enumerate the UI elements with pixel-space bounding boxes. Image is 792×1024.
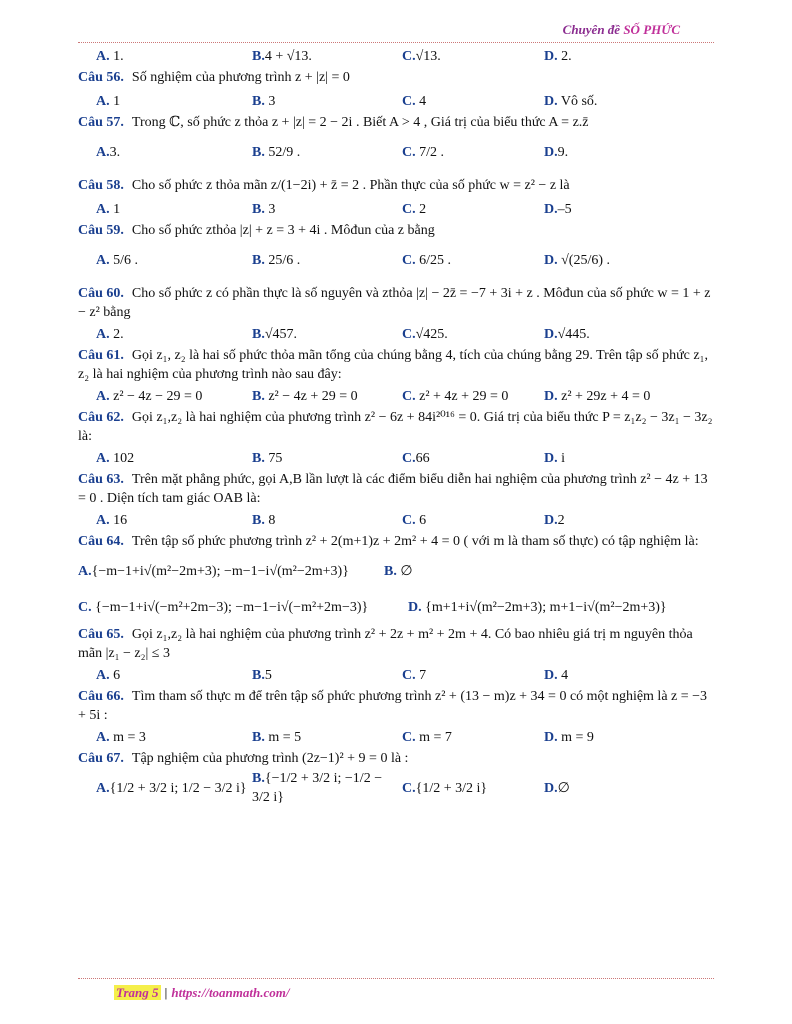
answer-a: A. 1: [96, 201, 121, 217]
question-57: [78, 113, 714, 134]
answer-letter: D.: [544, 388, 558, 404]
answer-letter: C.: [402, 667, 416, 683]
q55-answers: [78, 44, 714, 68]
answer-letter: A.: [96, 48, 110, 64]
answer-letter: A.: [96, 729, 110, 745]
answer-a: A. 5/6 .: [96, 252, 139, 268]
question-list: [78, 44, 714, 806]
header-topic: SỐ PHỨC: [623, 22, 680, 37]
answer-letter: A.: [96, 388, 110, 404]
answer-letter: C.: [402, 144, 416, 160]
answer-c: C. 7: [402, 667, 427, 683]
answer-d: D. i: [544, 450, 566, 466]
question-59: [78, 221, 714, 242]
question-number: Câu 67.: [78, 751, 124, 766]
answer-c: C. z² + 4z + 29 = 0: [402, 388, 509, 404]
q63-answers: [78, 508, 714, 532]
answer-letter: D.: [544, 780, 558, 796]
answer-letter: B.: [252, 450, 265, 466]
answer-c: C. {−m−1+i√(−m²+2m−3); −m−1−i√(−m²+2m−3)}: [78, 599, 369, 615]
answer-letter: C.: [402, 252, 416, 268]
answer-letter: A.: [96, 93, 110, 109]
q60-answers: [78, 322, 714, 346]
answer-letter: B.: [252, 667, 265, 683]
answer-letter: A.: [96, 144, 110, 160]
q58-answers: [78, 197, 714, 221]
question-66: [78, 687, 714, 725]
answer-d: D. z² + 29z + 4 = 0: [544, 388, 651, 404]
answer-letter: B.: [252, 326, 265, 342]
answer-b: B. 3: [252, 93, 276, 109]
question-63: [78, 470, 714, 508]
header-divider: [78, 42, 714, 43]
answer-b: B. 75: [252, 450, 283, 466]
answer-letter: D.: [544, 93, 558, 109]
answer-d: D. √(25/6) .: [544, 252, 611, 268]
answer-letter: D.: [544, 512, 558, 528]
answer-letter: B.: [252, 48, 265, 64]
question-text: Cho số phức z có phần thực là số nguyên và zthỏa |z| − 2z̄ = −7 + 3i + z . Môđun của số phức w = 1 + z − z² bằng: [78, 286, 711, 320]
answer-d: D. m = 9: [544, 729, 594, 745]
answer-d: D.√445.: [544, 326, 590, 342]
answer-b: B.{−1/2 + 3/2 i; −1/2 − 3/2 i}: [252, 771, 383, 805]
answer-d: D. Vô số.: [544, 93, 598, 109]
answer-letter: C.: [402, 729, 416, 745]
answer-d: D. 2.: [544, 48, 572, 64]
question-61: [78, 346, 714, 384]
answer-letter: A.: [96, 450, 110, 466]
answer-letter: B.: [384, 563, 397, 579]
answer-a: A. z² − 4z − 29 = 0: [96, 388, 203, 404]
answer-letter: D.: [544, 326, 558, 342]
answer-letter: D.: [544, 201, 558, 217]
answer-b: B. 25/6 .: [252, 252, 301, 268]
answer-letter: B.: [252, 771, 265, 786]
question-text: Cho số phức z thỏa mãn z/(1−2i) + z̄ = 2 . Phần thực của số phức w = z² − z là: [131, 178, 570, 193]
answer-c: C.{1/2 + 3/2 i}: [402, 780, 488, 796]
answer-b: B. 8: [252, 512, 276, 528]
answer-a: A. 16: [96, 512, 128, 528]
question-text: Tập nghiệm của phương trình (2z−1)² + 9 = 0 là :: [131, 751, 409, 766]
answer-letter: B.: [252, 144, 265, 160]
answer-b: B.√457.: [252, 326, 298, 342]
q65-answers: [78, 663, 714, 687]
question-text: Trên mặt phẳng phức, gọi A,B lần lượt là các điểm biểu diễn hai nghiệm của phương trình z² − 4z + 13 = 0 . Diện tích tam giác OAB là:: [78, 472, 708, 506]
question-number: Câu 65.: [78, 627, 124, 642]
question-65: [78, 625, 714, 663]
answer-c: C. m = 7: [402, 729, 452, 745]
answer-letter: C.: [402, 93, 416, 109]
answer-c: C. 6: [402, 512, 427, 528]
answer-d: D. {m+1+i√(m²−2m+3); m+1−i√(m²−2m+3)}: [408, 599, 667, 615]
answer-a: A. 102: [96, 450, 135, 466]
answer-b: B. z² − 4z + 29 = 0: [252, 388, 358, 404]
question-64: [78, 532, 714, 553]
answer-letter: C.: [402, 326, 416, 342]
question-text: Gọi z₁,z₂ là hai nghiệm của phương trình z² − 6z + 84i²⁰¹⁶ = 0. Giá trị của biểu thức P = z₁z₂ − 3z₁ − 3z₂ là:: [78, 410, 713, 444]
answer-letter: C.: [402, 512, 416, 528]
question-58: [78, 176, 714, 197]
page-number: Trang 5: [116, 985, 159, 1000]
answer-a: A. 1.: [96, 48, 124, 64]
question-text: Tìm tham số thực m để trên tập số phức phương trình z² + (13 − m)z + 34 = 0 có một nghiệm là z = −3 + 5i :: [78, 689, 708, 723]
question-number: Câu 66.: [78, 689, 124, 704]
answer-d: D.9.: [544, 144, 569, 160]
q61-answers: [78, 384, 714, 408]
answer-letter: B.: [252, 729, 265, 745]
answer-letter: C.: [402, 780, 416, 796]
answer-letter: B.: [252, 252, 265, 268]
q62-answers: [78, 446, 714, 470]
question-number: Câu 62.: [78, 410, 124, 425]
question-text: Gọi z₁,z₂ là hai nghiệm của phương trình z² + 2z + m² + 2m + 4. Có bao nhiêu giá trị m nguyên thỏa mãn |z₁ − z₂| ≤ 3: [78, 627, 693, 661]
question-number: Câu 58.: [78, 178, 124, 193]
answer-letter: A.: [96, 780, 110, 796]
answer-a: A. m = 3: [96, 729, 146, 745]
answer-d: D. 4: [544, 667, 569, 683]
question-text: Số nghiệm của phương trình z + |z| = 0: [131, 70, 350, 85]
footer-separator: |: [164, 985, 168, 1000]
question-text: Trên tập số phức phương trình z² + 2(m+1)z + 2m² + 4 = 0 ( với m là tham số thực) có tập nghiệm là:: [131, 534, 699, 549]
question-number: Câu 57.: [78, 115, 124, 130]
footer-divider: [78, 978, 714, 979]
answer-letter: A.: [96, 252, 110, 268]
answer-a: A.{1/2 + 3/2 i; 1/2 − 3/2 i}: [96, 780, 247, 796]
answer-c: C. 7/2 .: [402, 144, 445, 160]
answer-b: B. m = 5: [252, 729, 302, 745]
answer-letter: C.: [402, 388, 416, 404]
footer-link[interactable]: https://toanmath.com/: [171, 985, 290, 1000]
answer-b: B. 3: [252, 201, 276, 217]
answer-c: C.√13.: [402, 48, 441, 64]
answer-letter: D.: [544, 48, 558, 64]
answer-letter: A.: [96, 201, 110, 217]
question-number: Câu 59.: [78, 223, 124, 238]
q64-answers-row-1: [78, 553, 714, 589]
running-header: [563, 22, 680, 38]
question-56: [78, 68, 714, 89]
q57-answers: [78, 134, 714, 170]
answer-b: B. 52/9 .: [252, 144, 301, 160]
answer-b: B. ∅: [384, 563, 413, 579]
question-text: Gọi z₁, z₂ là hai số phức thỏa mãn tổng của chúng bằng 4, tích của chúng bằng 29. Trên tập số phức z₁, z₂ là hai nghiệm của phương trình nào sau đây:: [78, 348, 708, 382]
answer-letter: D.: [544, 667, 558, 683]
question-62: [78, 408, 714, 446]
answer-a: A. 2.: [96, 326, 124, 342]
answer-a: A. 1: [96, 93, 121, 109]
answer-letter: A.: [96, 667, 110, 683]
q56-answers: [78, 89, 714, 113]
answer-d: D.2: [544, 512, 565, 528]
page-footer: [114, 985, 289, 1001]
q64-answers-row-2: [78, 589, 714, 625]
answer-letter: B.: [252, 512, 265, 528]
answer-c: C. 6/25 .: [402, 252, 452, 268]
question-number: Câu 56.: [78, 70, 124, 85]
answer-letter: D.: [544, 729, 558, 745]
answer-letter: C.: [402, 48, 416, 64]
answer-d: D.–5: [544, 201, 572, 217]
answer-c: C. 4: [402, 93, 427, 109]
question-text: Cho số phức zthỏa |z| + z = 3 + 4i . Môđun của z bằng: [131, 223, 435, 238]
answer-b: B.4 + √13.: [252, 48, 312, 64]
answer-letter: A.: [96, 512, 110, 528]
answer-letter: C.: [402, 450, 416, 466]
question-67: [78, 749, 714, 770]
answer-a: A. 6: [96, 667, 121, 683]
question-number: Câu 63.: [78, 472, 124, 487]
answer-c: C.66: [402, 450, 430, 466]
question-number: Câu 64.: [78, 534, 124, 549]
question-number: Câu 61.: [78, 348, 124, 363]
answer-letter: D.: [544, 144, 558, 160]
answer-d: D.∅: [544, 780, 570, 796]
answer-letter: C.: [402, 201, 416, 217]
answer-a: A.{−m−1+i√(m²−2m+3); −m−1−i√(m²−2m+3)}: [78, 563, 349, 579]
answer-letter: B.: [252, 93, 265, 109]
question-60: [78, 284, 714, 322]
answer-letter: C.: [78, 599, 92, 615]
question-text: Trong ℂ, số phức z thỏa z + |z| = 2 − 2i . Biết A > 4 , Giá trị của biểu thức A = z.z̄: [131, 115, 589, 130]
answer-letter: D.: [544, 252, 558, 268]
answer-letter: A.: [96, 326, 110, 342]
header-prefix: Chuyên đề: [562, 22, 624, 37]
q59-answers: [78, 242, 714, 278]
answer-letter: B.: [252, 201, 265, 217]
answer-letter: D.: [544, 450, 558, 466]
answer-c: C. 2: [402, 201, 427, 217]
answer-b: B.5: [252, 667, 272, 683]
answer-letter: D.: [408, 599, 422, 615]
q67-answers: [78, 770, 714, 806]
answer-letter: A.: [78, 563, 92, 579]
answer-c: C.√425.: [402, 326, 448, 342]
answer-letter: B.: [252, 388, 265, 404]
answer-a: A.3.: [96, 144, 121, 160]
question-number: Câu 60.: [78, 286, 124, 301]
q66-answers: [78, 725, 714, 749]
